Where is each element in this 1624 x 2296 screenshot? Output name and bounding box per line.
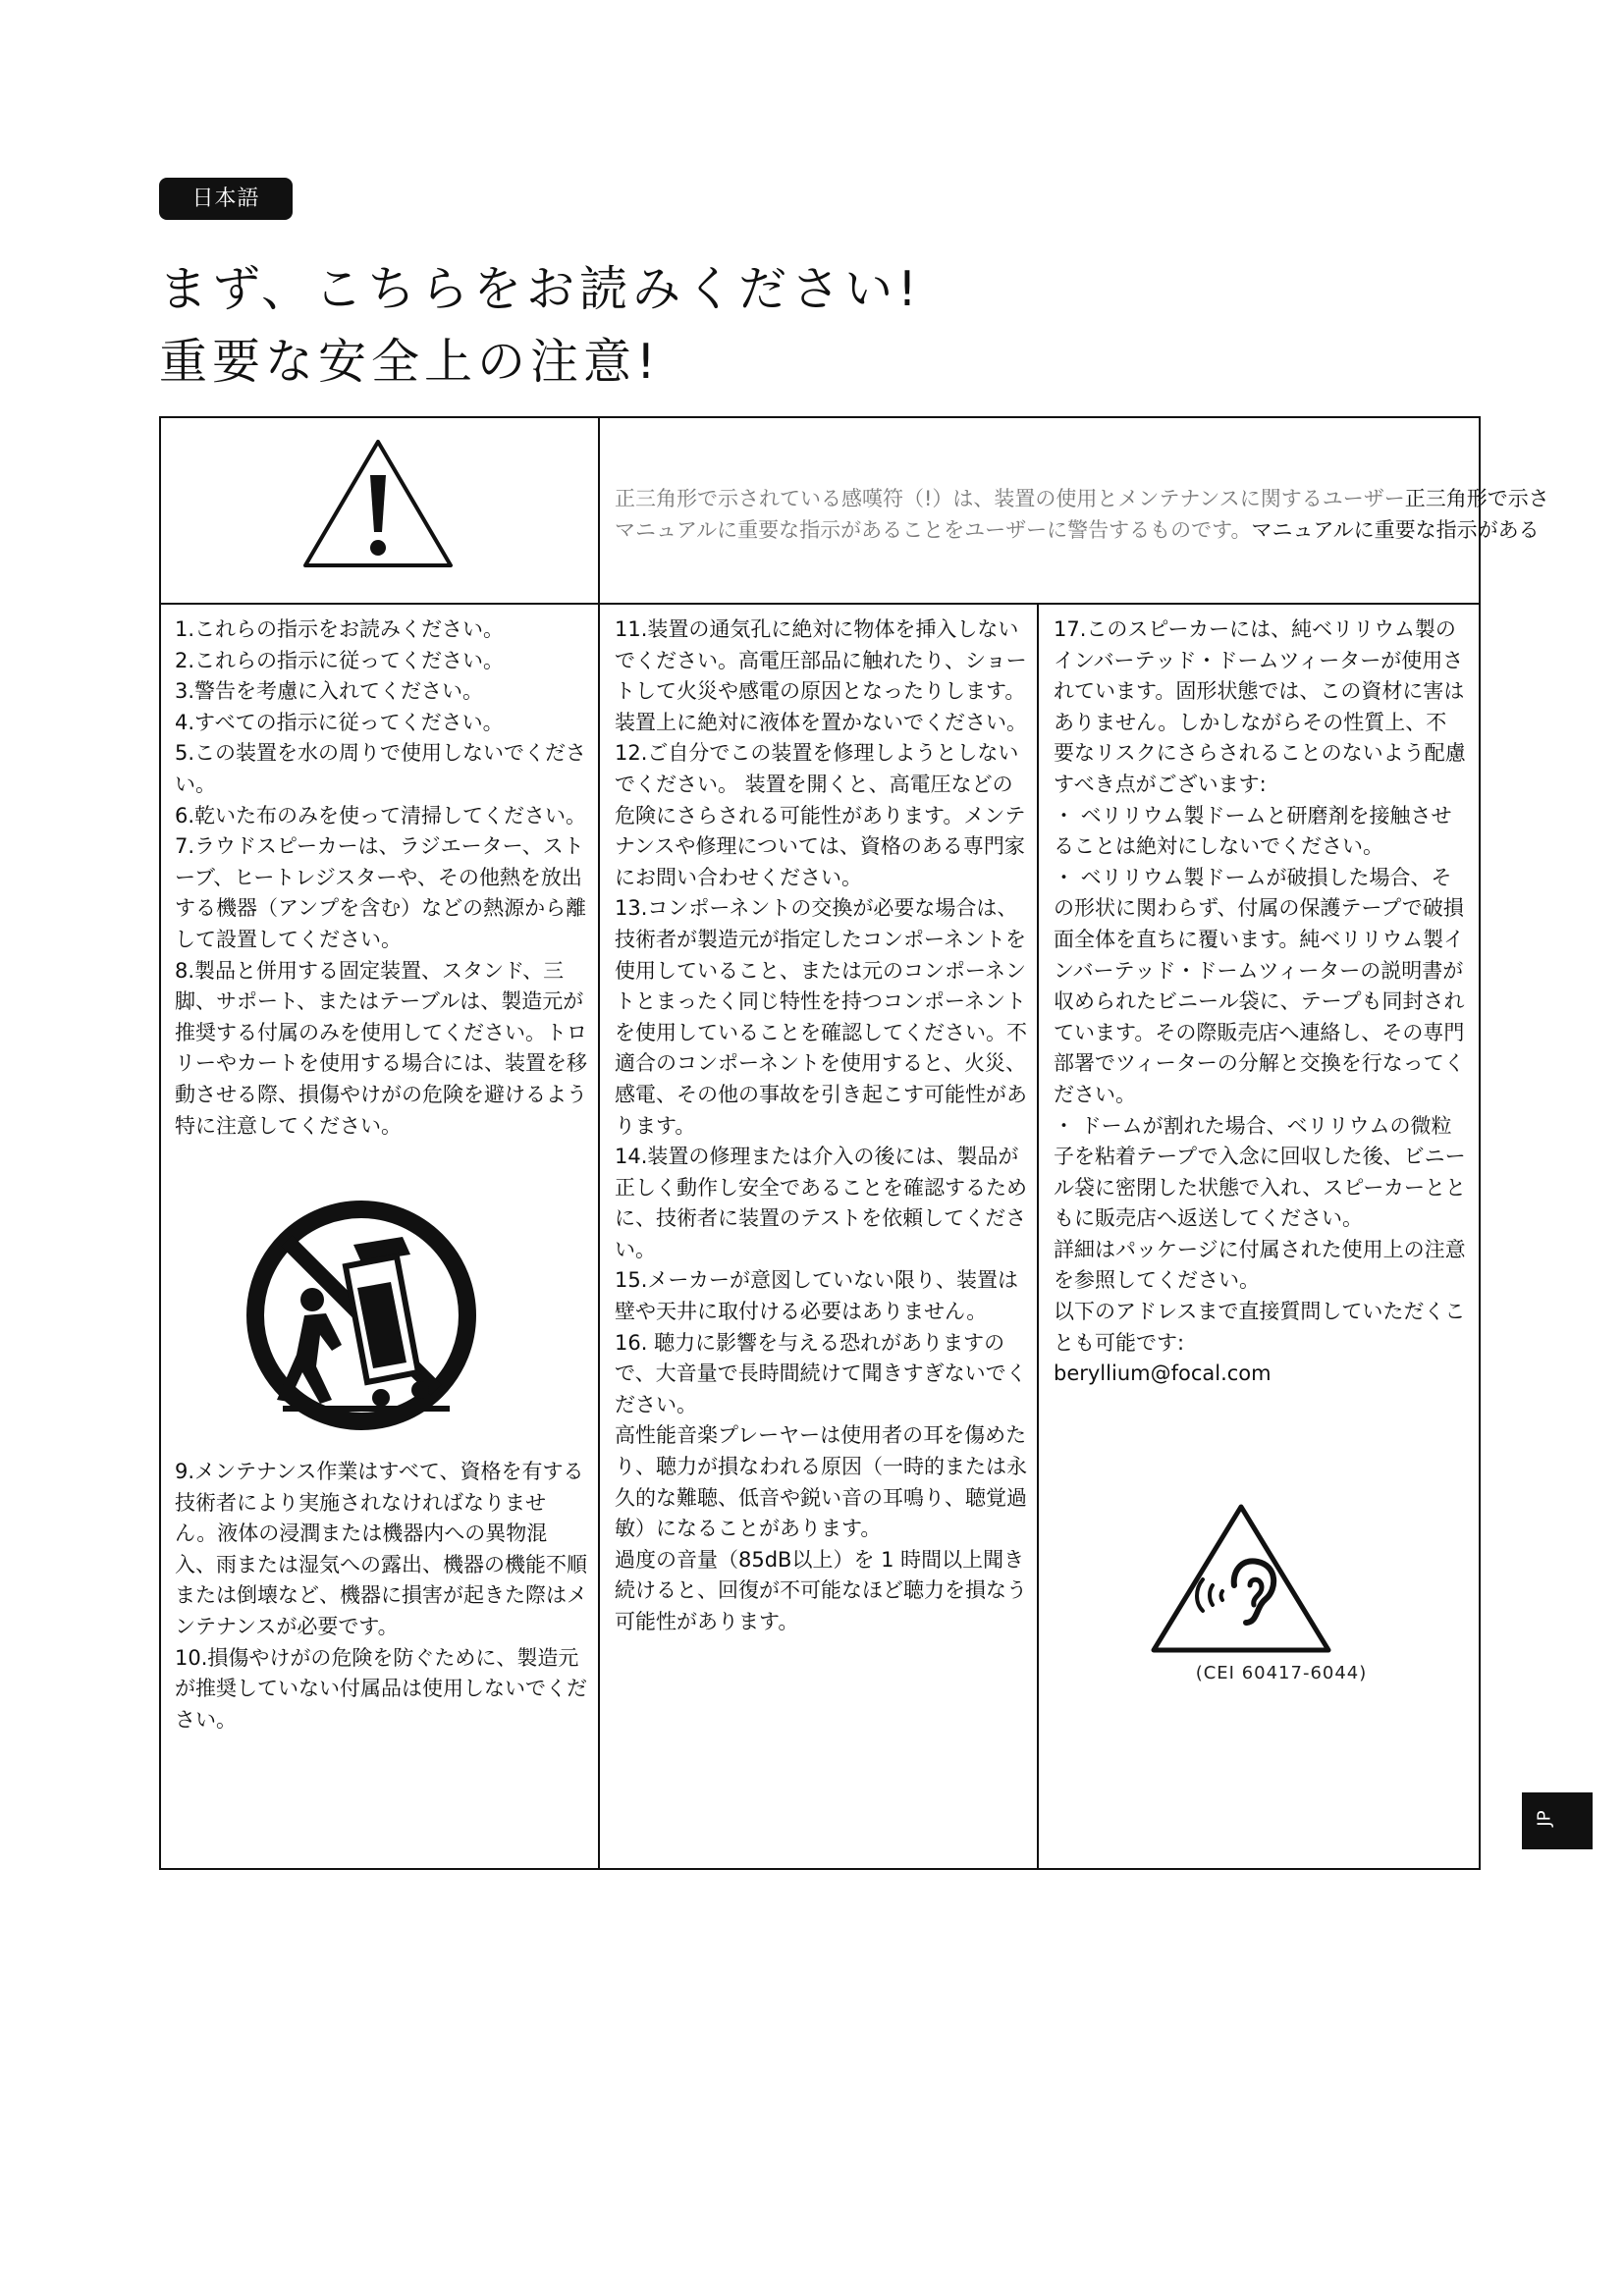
instruction-9: 9.メンテナンス作業はすべて、資格を有する技術者により実施されなければなりません。液体の浸潤または機器内への異物混入、雨または湿気への露出、機器の機能不順または倒壊など、機器に損害が起きた際はメンテナンスが必要です。 [175,1460,587,1638]
instructions-column-2 [615,614,1027,1638]
language-badge: 日本語 [159,178,293,220]
instruction-4: 4.すべての指示に従ってください。 [175,710,504,734]
instruction-3: 3.警告を考慮に入れてください。 [175,679,484,704]
column-divider-1 [598,418,600,1868]
instruction-2: 2.これらの指示に従ってください。 [175,648,505,672]
instruction-14: 14.装置の修理または介入の後には、製品が正しく動作し安全であることを確認するために、技術者に装置のテストを依頼してください。 [615,1145,1027,1261]
instruction-8: 8.製品と併用する固定装置、スタンド、三脚、サポート、またはテーブルは、製造元が推奨する付属のみを使用してください。トロリーやカートを使用する場合には、装置を移動させる際、損傷やけがの危険を避けるよう特に注意してください。 [175,958,587,1138]
warning-notice-text: 正三角形で示されている感嘆符（!）は、装置の使用とメンテナンスに関するユーザー正三角形で示さ マニュアルに重要な指示があることをユーザーに警告するものです。マニュアルに重要な指示がある [615,487,1549,542]
side-tab-label: JP [1534,1810,1555,1827]
warning-symbol-cell [161,418,600,603]
language-side-tab [1522,1792,1593,1849]
instructions-column-1 [175,614,587,1142]
packaging-reference-text: 詳細はパッケージに付属された使用上の注意を参照してください。 [1054,1237,1466,1293]
instruction-1: 1.これらの指示をお読みください。 [175,617,505,641]
volume-warning-text: 過度の音量（85dB以上）を 1 時間以上聞き続けると、回復が不可能なほど聴力を損なう可能性があります。 [615,1547,1027,1633]
instruction-12: 12.ご自分でこの装置を修理しようとしないでください。 装置を開くと、高電圧などの危険にさらされる可能性があります。メンテナンスや修理については、資格のある専門家にお問い合わせください。 [615,741,1026,889]
instruction-6: 6.乾いた布のみを使って清掃してください。 [175,803,587,828]
hearing-warning-text: 高性能音楽プレーヤーは使用者の耳を傷めたり、聴力が損なわれる原因（一時的または永久的な難聴、低音や鋭い音の耳鳴り、聴覚過敏）になることがあります。 [615,1423,1027,1541]
instructions-column-3 [1054,614,1466,1390]
instruction-5: 5.この装置を水の周りで使用しないでください。 [175,741,587,796]
beryllium-bullet-3: ・ ドームが割れた場合、ベリリウムの微粒子を粘着テープで入念に回収した後、ビニール袋に密閉した状態で入れ、スピーカーとともに販売店へ返送してください。 [1054,1113,1466,1231]
beryllium-bullet-2: ・ ベリリウム製ドームが破損した場合、その形状に関わらず、付属の保護テープで破損面全体を直ちに覆います。純ベリリウム製インバーテッド・ドームツィーターの説明書が収められたビニール袋に、テープも同封されています。その際販売店へ連絡し、その専門部署でツィーターの分解と交換を行なってください。 [1054,865,1465,1106]
beryllium-bullet-1: ・ ベリリウム製ドームと研磨剤を接触させることは絶対にしないでください。 [1054,803,1452,859]
hearing-protection-ear-icon [1148,1501,1334,1658]
contact-email: beryllium@focal.com [1054,1362,1272,1386]
instruction-15: 15.メーカーが意図していない限り、装置は 壁や天井に取付ける必要はありません。 [615,1268,1018,1324]
instructions-column-1-lower [175,1457,587,1735]
title-line-2: 重要な安全上の注意! [159,334,661,390]
page-title [159,253,922,399]
instruction-7: 7.ラウドスピーカーは、ラジエーター、ストーブ、ヒートレジスターや、その他熱を放出する機器（アンプを含む）などの熱源から離して設置してください。 [175,834,587,951]
instruction-10: 10.損傷やけがの危険を防ぐために、製造元が推奨していない付属品は使用しないでください。 [175,1645,587,1732]
ear-symbol-caption: (CEI 60417-6044) [1195,1663,1368,1683]
instruction-17: 17.このスピーカーには、純ベリリウム製のインバーテッド・ドームツィーターが使用されています。固形状態では、この資材に害はありません。しかしながらその性質上、不要なリスクにさらされることのないよう配慮すべき点がございます: [1054,617,1466,796]
instruction-13: 13.コンポーネントの交換が必要な場合は、技術者が製造元が指定したコンポーネントを使用していること、または元のコンポーネントとまったく同じ特性を持つコンポーネントを使用していることを確認してください。不適合のコンポーネントを使用すると、火災、感電、その他の事故を引き起こす可能性があります。 [615,896,1027,1138]
title-line-1: まず、こちらをお読みください! [159,261,922,317]
contact-text: 以下のアドレスまで直接質問していただくことも可能です: [1054,1300,1466,1355]
instruction-16: 16. 聴力に影響を与える恐れがありますので、大音量で長時間続けて聞きすぎないでください。 [615,1330,1027,1416]
instruction-11: 11.装置の通気孔に絶対に物体を挿入しないでください。高電圧部品に触れたり、ショートして火災や感電の原因となったりします。装置上に絶対に液体を置かないでください。 [615,617,1027,734]
row-divider [161,603,1479,605]
column-divider-2 [1037,603,1039,1868]
no-cart-tipping-icon [244,1198,479,1433]
exclamation-triangle-icon [299,436,457,573]
